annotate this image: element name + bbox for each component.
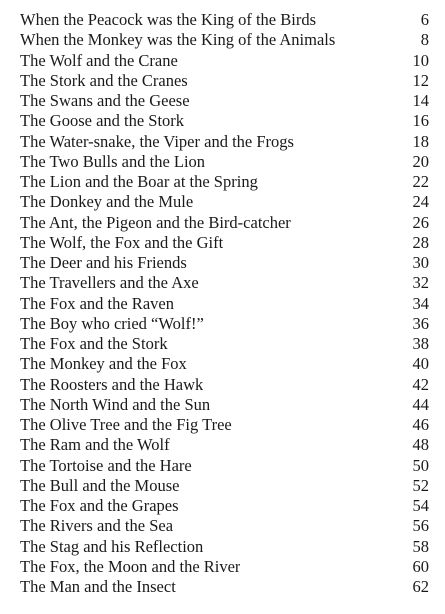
toc-entry: [20, 152, 429, 172]
toc-entry: [20, 10, 429, 30]
toc-entry: [20, 213, 429, 233]
toc-entry-page-number: 38: [412, 334, 429, 353]
toc-entry-page-number: 42: [412, 374, 429, 394]
toc-entry-title: The Fox, the Moon and the River: [20, 556, 241, 576]
toc-entry-page-number: 54: [412, 496, 429, 515]
toc-entry: [20, 51, 429, 71]
toc-entry: [20, 233, 429, 253]
toc-entry-title: The Wolf, the Fox and the Gift: [20, 232, 224, 252]
toc-entry-title: The Goose and the Stork: [20, 111, 185, 131]
toc-entry: [20, 192, 429, 212]
toc-entry-title: The Olive Tree and the Fig Tree: [20, 415, 232, 434]
toc-entry-page-number: 46: [412, 415, 429, 434]
toc-entry: [20, 253, 429, 273]
toc-entry-title: The Roosters and the Hawk: [20, 374, 204, 394]
toc-entry: [20, 415, 429, 435]
toc-entry: [20, 395, 429, 415]
toc-entry-title: The Donkey and the Mule: [20, 192, 194, 212]
toc-entry: [20, 496, 429, 516]
toc-entry-page-number: 8: [420, 30, 429, 50]
toc-entry-page-number: 62: [412, 577, 429, 596]
toc-entry-page-number: 22: [412, 172, 429, 191]
toc-entry: [20, 71, 429, 91]
toc-entry: [20, 314, 429, 334]
toc-entry-page-number: 18: [412, 131, 429, 151]
toc-entry-page-number: 6: [420, 10, 429, 29]
toc-entry-title: The Tortoise and the Hare: [20, 455, 192, 475]
toc-entry: [20, 334, 429, 354]
toc-entry: [20, 577, 429, 597]
toc-entry-title: The Swans and the Geese: [20, 91, 190, 110]
toc-entry-page-number: 12: [412, 70, 429, 90]
toc-entry-title: The Man and the Insect: [20, 577, 176, 596]
toc-entry-title: The Wolf and the Crane: [20, 50, 178, 70]
toc-entry-page-number: 16: [412, 111, 429, 131]
toc-entry-title: The Ant, the Pigeon and the Bird-catcher: [20, 212, 291, 232]
toc-entry: [20, 516, 429, 536]
toc-entry-title: The Stag and his Reflection: [20, 536, 204, 556]
toc-entry-title: The Rivers and the Sea: [20, 516, 174, 536]
toc-entry-title: The Boy who cried “Wolf!”: [20, 313, 204, 333]
toc-entry-title: When the Monkey was the King of the Animals: [20, 30, 336, 50]
toc-entry-title: The Fox and the Grapes: [20, 496, 179, 515]
toc-entry: [20, 435, 429, 455]
toc-entry-page-number: 14: [412, 91, 429, 110]
toc-entry-page-number: 50: [412, 455, 429, 475]
toc-entry: [20, 111, 429, 131]
toc-entry: [20, 273, 429, 293]
table-of-contents: [20, 10, 429, 597]
toc-entry-page-number: 56: [412, 516, 429, 536]
toc-entry: [20, 30, 429, 50]
toc-entry-title: The Fox and the Stork: [20, 334, 168, 353]
toc-entry: [20, 375, 429, 395]
toc-entry: [20, 172, 429, 192]
toc-entry-page-number: 28: [412, 232, 429, 252]
toc-entry-page-number: 52: [412, 475, 429, 495]
toc-entry-title: The Ram and the Wolf: [20, 435, 170, 455]
toc-entry: [20, 294, 429, 314]
toc-entry-title: The Monkey and the Fox: [20, 354, 187, 374]
toc-entry-page-number: 40: [412, 354, 429, 374]
toc-entry: [20, 476, 429, 496]
toc-entry: [20, 557, 429, 577]
toc-entry-title: The North Wind and the Sun: [20, 394, 211, 414]
toc-entry-title: When the Peacock was the King of the Birds: [20, 10, 317, 29]
toc-entry-page-number: 10: [412, 50, 429, 70]
toc-entry-page-number: 34: [412, 293, 429, 313]
toc-entry: [20, 91, 429, 111]
toc-entry-title: The Deer and his Friends: [20, 253, 187, 272]
toc-entry-page-number: 36: [412, 313, 429, 333]
toc-entry-page-number: 48: [412, 435, 429, 455]
toc-entry: [20, 537, 429, 557]
toc-entry-page-number: 44: [412, 394, 429, 414]
toc-entry: [20, 354, 429, 374]
toc-entry-page-number: 32: [412, 273, 429, 293]
toc-entry-title: The Bull and the Mouse: [20, 475, 180, 495]
toc-entry-title: The Two Bulls and the Lion: [20, 151, 206, 171]
toc-entry-title: The Stork and the Cranes: [20, 70, 188, 90]
toc-entry-page-number: 30: [412, 253, 429, 272]
toc-entry-title: The Fox and the Raven: [20, 293, 174, 313]
toc-entry-page-number: 26: [412, 212, 429, 232]
toc-entry-page-number: 60: [412, 556, 429, 576]
toc-entry-page-number: 24: [412, 192, 429, 212]
toc-entry-page-number: 58: [412, 536, 429, 556]
toc-entry-title: The Water-snake, the Viper and the Frogs: [20, 131, 294, 151]
toc-entry: [20, 132, 429, 152]
toc-entry: [20, 456, 429, 476]
toc-entry-title: The Lion and the Boar at the Spring: [20, 172, 258, 191]
toc-entry-page-number: 20: [412, 151, 429, 171]
toc-entry-title: The Travellers and the Axe: [20, 273, 199, 293]
